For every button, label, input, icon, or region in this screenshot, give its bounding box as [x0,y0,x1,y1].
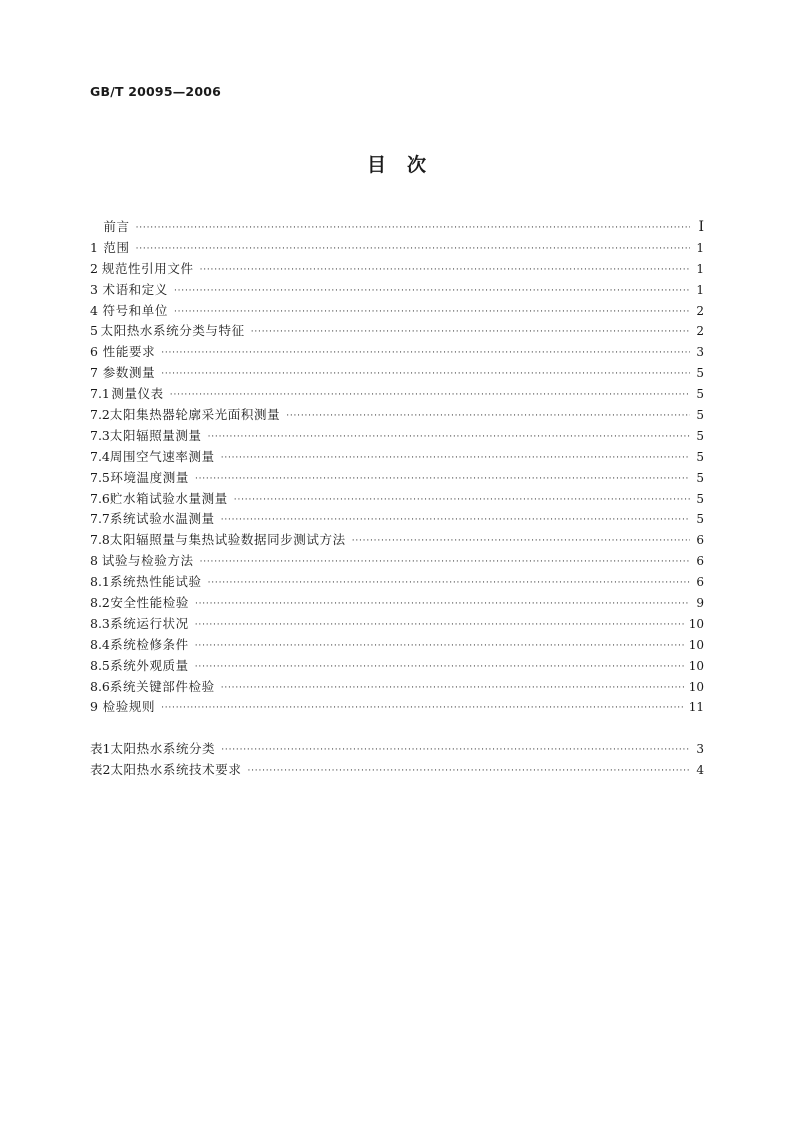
toc-entry-number: 7 [90,365,98,381]
leader-dots [195,615,685,636]
leader-dots [234,490,690,511]
toc-entry-page: 10 [688,658,704,673]
table-of-contents [90,217,704,781]
leader-dots [208,427,690,448]
toc-entry-number: 7.6 [90,490,110,506]
toc-entry-label: 性能要求 [102,344,156,360]
toc-entry-page: 6 [696,575,704,590]
leader-dots [195,594,690,615]
leader-dots [174,302,690,323]
page-title: 目 次 [366,154,427,176]
toc-entry-label: 系统运行状况 [110,615,189,631]
toc-subentry[interactable] [90,572,704,593]
toc-entry-page: 6 [696,554,704,569]
leader-dots [200,260,690,281]
leader-dots [161,364,690,385]
toc-entry-page: 5 [696,408,704,423]
leader-dots [208,573,690,594]
toc-subentry[interactable] [90,656,704,677]
leader-dots [195,636,685,657]
toc-entry-number: 2 [90,260,98,276]
leader-dots [221,448,690,469]
toc-entry-page: 5 [696,366,704,381]
leader-dots [136,239,690,260]
leader-dots [170,385,690,406]
toc-entry-page: 10 [688,616,704,631]
toc-entry-foreword[interactable] [90,217,704,238]
toc-entry-number: 8.5 [90,657,110,673]
toc-entry-label: 系统外观质量 [110,657,189,673]
standard-code: GB/T 20095—2006 [90,84,222,99]
toc-entry-label: 环境温度测量 [110,469,189,485]
toc-entry-page: 1 [696,240,704,255]
table-entry-page: 3 [696,742,704,757]
leader-dots [136,218,690,239]
toc-entry-label: 术语和定义 [102,281,168,297]
toc-entry[interactable] [90,363,704,384]
leader-dots [286,406,690,427]
toc-entry-page: 3 [696,345,704,360]
toc-entry-number: 6 [90,344,98,360]
leader-dots [174,281,690,302]
toc-entry-number: 7.8 [90,532,110,548]
toc-entry-number: 4 [90,302,98,318]
toc-entry-label: 参数测量 [102,365,156,381]
toc-entry-number: 8.1 [90,574,110,590]
toc-entry-page: 1 [696,261,704,276]
toc-entry-page: 5 [696,449,704,464]
toc-entry[interactable] [90,321,704,342]
toc-entry-number: 8.4 [90,636,110,652]
toc-entry-page: 9 [696,596,704,611]
leader-dots [161,698,685,719]
toc-entry-number: 8.2 [90,595,110,611]
toc-entry-label: 贮水箱试验水量测量 [109,490,228,506]
leader-dots [247,761,690,782]
leader-dots [221,510,690,531]
toc-subentry[interactable] [90,447,704,468]
toc-subentry[interactable] [90,405,704,426]
toc-entry-page: 10 [688,637,704,652]
toc-entry-page: 5 [696,491,704,506]
toc-entry-number: 7.4 [90,448,110,464]
toc-subentry[interactable] [90,614,704,635]
toc-entry[interactable] [90,259,704,280]
table-list-entry[interactable] [90,739,704,760]
toc-entry-label: 系统检修条件 [110,636,189,652]
toc-entry-number: 8.3 [90,615,110,631]
leader-dots [195,657,685,678]
leader-dots [221,740,690,761]
toc-entry[interactable] [90,301,704,322]
table-list-entry[interactable] [90,760,704,781]
toc-entry-page: 5 [696,470,704,485]
section-gap [90,718,704,739]
toc-entry-label: 太阳集热器轮廓采光面积测量 [109,407,281,423]
toc-entry-page: 5 [696,512,704,527]
toc-entry[interactable] [90,342,704,363]
table-entry-number: 表1 [90,741,111,757]
leader-dots [200,552,690,573]
leader-dots [251,322,690,343]
toc-entry-page: 6 [696,533,704,548]
toc-entry-number: 7.7 [90,511,110,527]
toc-entry-page: 5 [696,428,704,443]
toc-entry-number: 3 [90,281,98,297]
toc-subentry[interactable] [90,530,704,551]
toc-entry-label: 周围空气速率测量 [109,448,215,464]
toc-entry-label: 太阳热水系统分类与特征 [100,323,245,339]
toc-entry-page: 1 [696,282,704,297]
toc-entry[interactable] [90,551,704,572]
toc-entry-number: 7.2 [90,407,110,423]
toc-subentry[interactable] [90,635,704,656]
toc-entry-page: 11 [688,700,704,715]
toc-entry-label: 系统热性能试验 [109,574,202,590]
toc-entry-number: 9 [90,699,98,715]
toc-entry-label: 规范性引用文件 [101,260,194,276]
toc-entry-page: 10 [688,679,704,694]
toc-entry-page: 2 [696,324,704,339]
toc-subentry[interactable] [90,468,704,489]
toc-entry-number: 7.5 [90,469,110,485]
toc-entry[interactable] [90,238,704,259]
toc-entry-page: I [698,219,704,235]
toc-entry-number: 7.1 [90,386,110,402]
toc-entry-number: 5 [90,323,98,339]
toc-entry-label: 测量仪表 [111,386,164,402]
toc-entry-label: 试验与检验方法 [101,553,194,569]
toc-entry-label: 安全性能检验 [110,595,189,611]
toc-entry-page: 5 [696,387,704,402]
toc-subentry[interactable] [90,384,704,405]
toc-entry-number: 7.3 [90,427,110,443]
toc-subentry[interactable] [90,509,704,530]
table-entry-number: 表2 [90,762,111,778]
table-entry-label: 太阳热水系统分类 [110,741,216,757]
table-entry-page: 4 [696,763,704,778]
toc-entry-number: 1 [90,239,98,255]
toc-entry-label: 系统关键部件检验 [109,678,215,694]
toc-entry[interactable] [90,697,704,718]
toc-entry-label: 前言 [103,219,130,234]
leader-dots [195,469,690,490]
toc-subentry[interactable] [90,677,704,698]
toc-entry-number: 8.6 [90,678,110,694]
toc-subentry[interactable] [90,426,704,447]
toc-entry-label: 符号和单位 [102,302,168,318]
toc-entry-label: 系统试验水温测量 [109,511,215,527]
toc-entry-label: 检验规则 [102,699,156,715]
toc-entry-label: 太阳辐照量测量 [109,427,202,443]
leader-dots [221,678,685,699]
toc-entry-label: 范围 [103,239,130,255]
toc-entry-label: 太阳辐照量与集热试验数据同步测试方法 [109,532,346,548]
table-entry-label: 太阳热水系统技术要求 [110,762,242,778]
leader-dots [352,531,690,552]
toc-subentry[interactable] [90,593,704,614]
toc-entry[interactable] [90,280,704,301]
toc-entry-page: 2 [696,303,704,318]
leader-dots [161,343,690,364]
toc-entry-number: 8 [90,553,98,569]
toc-subentry[interactable] [90,489,704,510]
